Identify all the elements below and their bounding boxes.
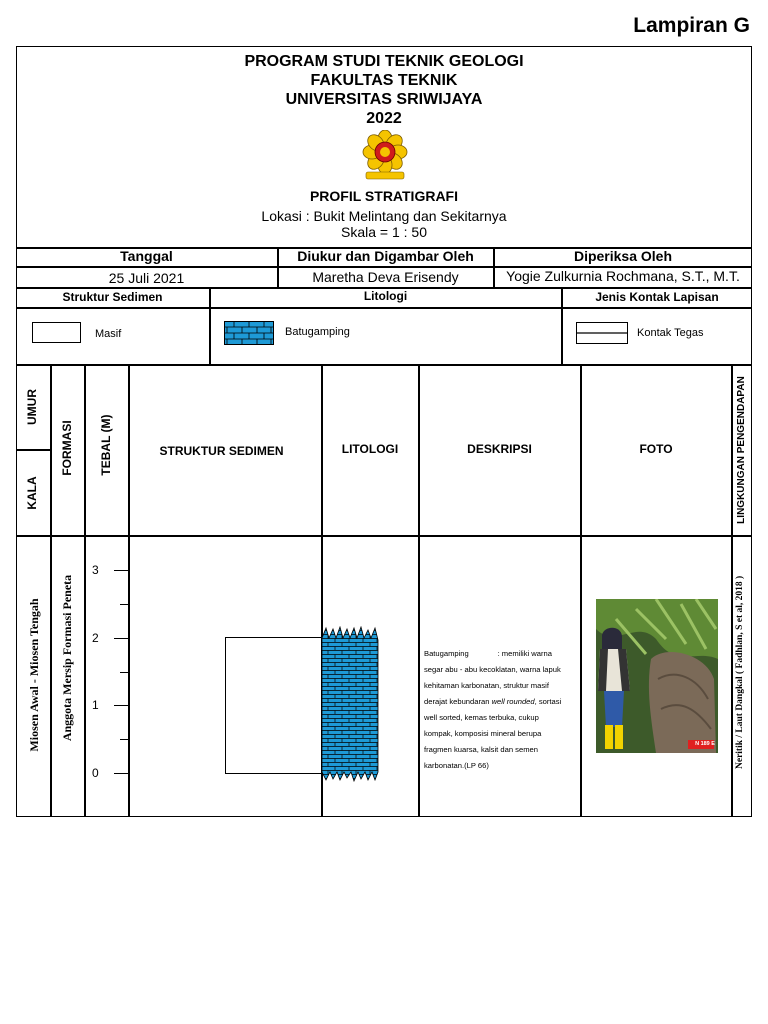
tick-label: 1 bbox=[92, 698, 99, 712]
measured-by-label: Diukur dan Digambar Oleh bbox=[297, 248, 474, 264]
col-deskripsi: DESKRIPSI bbox=[467, 442, 532, 456]
legend-kontak-label: Kontak Tegas bbox=[637, 327, 704, 339]
checked-by-value: Yogie Zulkurnia Rochmana, S.T., M.T. bbox=[506, 268, 740, 284]
divider bbox=[16, 535, 752, 537]
faculty-name: FAKULTAS TEKNIK bbox=[310, 72, 458, 89]
desc-line: well sorted, kemas terbuka, cukup bbox=[424, 713, 539, 722]
legend-batugamping-label: Batugamping bbox=[285, 326, 350, 338]
year: 2022 bbox=[366, 110, 402, 127]
formasi-value: Anggota Mersip Formasi Peneta bbox=[60, 574, 74, 742]
limestone-column-icon bbox=[321, 626, 381, 782]
tick-minor bbox=[120, 739, 128, 740]
tick-major bbox=[114, 773, 128, 774]
date-value: 25 Juli 2021 bbox=[108, 270, 185, 286]
desc-line: kehitaman karbonatan, struktur masif bbox=[424, 681, 549, 690]
masif-swatch bbox=[32, 322, 81, 343]
legend-struktur-title: Struktur Sedimen bbox=[62, 290, 163, 304]
desc-line: derajat kebundaran well rounded, sortasi bbox=[424, 697, 562, 706]
desc-line: fragmen kuarsa, kalsit dan semen bbox=[424, 745, 538, 754]
divider bbox=[50, 364, 52, 817]
divider bbox=[418, 364, 420, 817]
checked-by-label: Diperiksa Oleh bbox=[573, 248, 673, 264]
divider bbox=[16, 364, 752, 366]
desc-line: kompak, komposisi mineral berupa bbox=[424, 729, 542, 738]
tick-label: 3 bbox=[92, 563, 99, 577]
legend-masif-label: Masif bbox=[95, 328, 122, 340]
location-text: Lokasi : Bukit Melintang dan Sekitarnya bbox=[261, 208, 507, 224]
program-name: PROGRAM STUDI TEKNIK GEOLOGI bbox=[244, 53, 524, 70]
tick-label: 0 bbox=[92, 766, 99, 780]
col-struktur-sedimen: STRUKTUR SEDIMEN bbox=[159, 444, 284, 458]
profile-title: PROFIL STRATIGRAFI bbox=[309, 188, 459, 204]
col-lingkungan: LINGKUNGAN PENGENDAPAN bbox=[736, 376, 747, 524]
university-logo-icon bbox=[356, 130, 414, 182]
tick-label: 2 bbox=[92, 631, 99, 645]
divider bbox=[16, 449, 51, 451]
description-text bbox=[424, 646, 574, 774]
col-foto: FOTO bbox=[639, 442, 673, 456]
divider bbox=[16, 307, 752, 309]
desc-rock-name: Batugamping bbox=[424, 649, 469, 658]
scale-text: Skala = 1 : 50 bbox=[340, 224, 427, 240]
col-tebal: TEBAL (M) bbox=[99, 414, 113, 476]
desc-line: : memiliki warna bbox=[497, 649, 552, 658]
tick-major bbox=[114, 705, 128, 706]
col-kala: KALA bbox=[25, 476, 39, 510]
date-label: Tanggal bbox=[120, 248, 173, 264]
col-umur: UMUR bbox=[25, 389, 39, 425]
divider bbox=[128, 364, 130, 817]
divider bbox=[84, 364, 86, 817]
divider bbox=[580, 364, 582, 817]
outcrop-photo-icon bbox=[596, 599, 718, 753]
header-block bbox=[16, 52, 752, 128]
tick-minor bbox=[120, 672, 128, 673]
col-formasi: FORMASI bbox=[60, 420, 74, 476]
appendix-label: Lampiran G bbox=[633, 14, 750, 37]
tick-major bbox=[114, 638, 128, 639]
tick-major bbox=[114, 570, 128, 571]
photo-badge: N 189 E bbox=[695, 741, 715, 747]
col-litologi: LITOLOGI bbox=[341, 442, 399, 456]
tick-minor bbox=[120, 604, 128, 605]
desc-line: karbonatan.(LP 66) bbox=[424, 761, 489, 770]
masif-structure-box bbox=[225, 637, 322, 774]
batugamping-swatch-icon bbox=[224, 321, 274, 345]
university-name: UNIVERSITAS SRIWIJAYA bbox=[285, 91, 483, 108]
measured-by-value: Maretha Deva Erisendy bbox=[312, 269, 459, 285]
divider bbox=[731, 364, 733, 817]
kontak-tegas-swatch-icon bbox=[576, 322, 628, 344]
desc-line: segar abu - abu kecoklatan, warna lapuk bbox=[424, 665, 561, 674]
legend-litologi-title: Litologi bbox=[363, 289, 408, 303]
kala-value: Miosen Awal - Miosen Tengah bbox=[27, 598, 41, 752]
lingkungan-value: Neritik / Laut Dangkal ( Fadhlan, S et al, 2018 ) bbox=[735, 575, 745, 769]
legend-kontak-title: Jenis Kontak Lapisan bbox=[595, 290, 719, 304]
